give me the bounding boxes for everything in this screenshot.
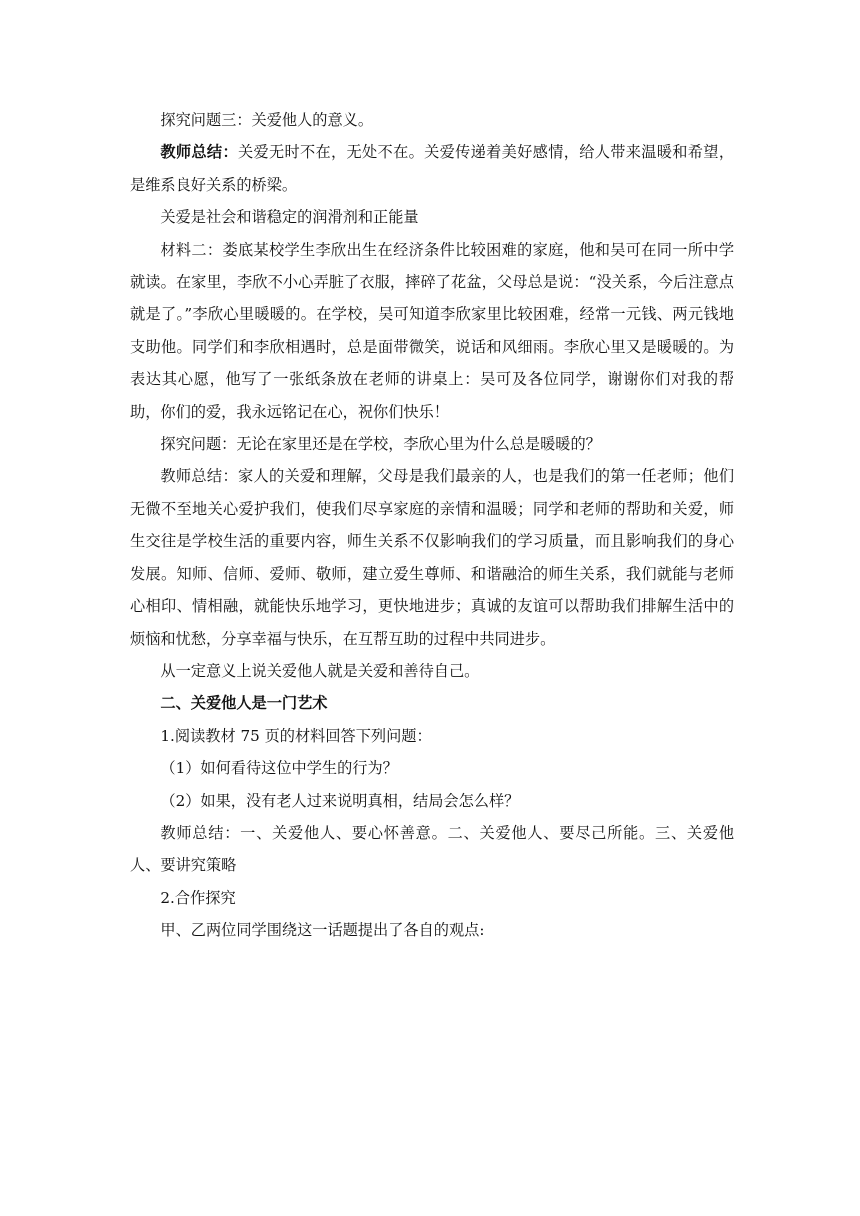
cooperative-inquiry: 2.合作探究	[160, 888, 236, 907]
document-page	[130, 104, 734, 947]
question-two: （2）如果，没有老人过来说明真相，结局会怎么样？	[160, 791, 520, 810]
teacher-summary-one: 教师总结：关爱无时不在，无处不在。关爱传递着美好感情，给人带来温暖和希望，是维系良好关系的桥梁。	[130, 143, 735, 194]
teacher-summary-label: 教师总结：	[160, 143, 238, 162]
teacher-summary-two: 教师总结：家人的关爱和理解，父母是我们最亲的人，也是我们的第一任老师；他们无微不至地关心爱护我们，使我们尽享家庭的亲情和温暖；同学和老师的帮助和关爱，师生交往是学校生活的重要内容，师生关系不仅影响我们的学习质量，而且影响我们的身心发展。知师、信师、爱师、敬师，建立爱生尊师、和谐融洽的师生关系，我们就能与老师心相印、情相融，就能快乐地学习，更快地进步；真诚的友谊可以帮助我们排解生活中的烦恼和忧愁，分享幸福与快乐，在互帮互助的过程中共同进步。	[130, 467, 734, 648]
inquiry-question-three: 探究问题三：关爱他人的意义。	[160, 111, 374, 129]
care-statement: 关爱是社会和谐稳定的润滑剂和正能量	[160, 208, 419, 227]
reading-task: 1.阅读教材 75 页的材料回答下列问题：	[160, 726, 432, 745]
teacher-summary-three: 教师总结：一、关爱他人、要心怀善意。二、关爱他人、要尽己所能。三、关爱他人、要讲究策略	[130, 823, 734, 875]
material-two: 材料二：娄底某校学生李欣出生在经济条件比较困难的家庭，他和吴可在同一所中学就读。在家里，李欣不小心弄脏了衣服，摔碎了花盆，父母总是说：“没关系，今后注意点就是了。”李欣心里暖暖的。在学校，吴可知道李欣家里比较困难，经常一元钱、两元钱地支助他。同学们和李欣相遇时，总是面带微笑，说话和风细雨。李欣心里又是暖暖的。为表达其心愿，他写了一张纸条放在老师的讲桌上：吴可及各位同学，谢谢你们对我的帮助，你们的爱，我永远铭记在心，祝你们快乐！	[130, 240, 734, 421]
section-heading-two: 二、关爱他人是一门艺术	[160, 694, 328, 713]
care-conclusion: 从一定意义上说关爱他人就是关爱和善待自己。	[160, 661, 480, 680]
inquiry-question: 探究问题：无论在家里还是在学校，李欣心里为什么总是暖暖的？	[160, 435, 601, 454]
students-viewpoints: 甲、乙两位同学围绕这一话题提出了各自的观点:	[160, 921, 485, 940]
question-one: （1）如何看待这位中学生的行为？	[160, 759, 398, 778]
